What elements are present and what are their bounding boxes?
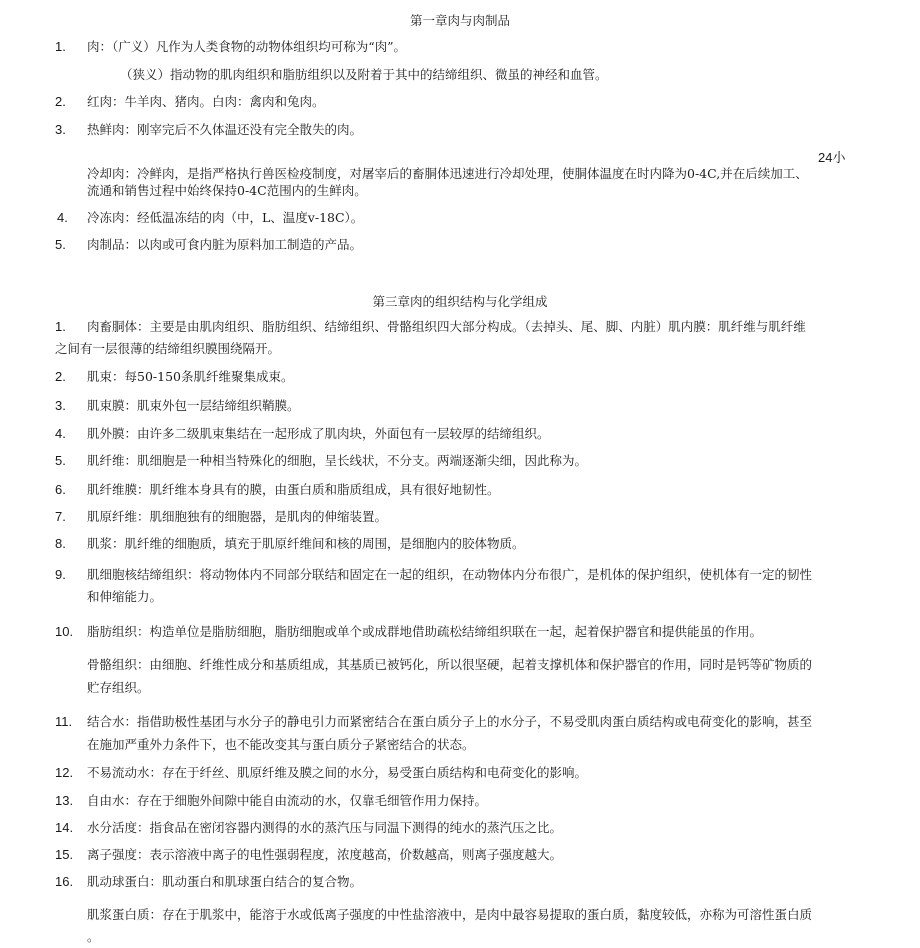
definition-text: 和伸缩能力。 bbox=[87, 589, 163, 604]
definition-text: 肌原纤维：肌细胞独有的细胞器，是肌肉的伸缩装置。 bbox=[87, 509, 388, 524]
item-number: 4. bbox=[55, 426, 66, 441]
item-number: 9. bbox=[55, 567, 66, 582]
definition-text: 水分活度：指食品在密闭容器内测得的水的蒸汽压与同温下测得的纯水的蒸汽压之比。 bbox=[87, 820, 563, 835]
item-number: 3. bbox=[55, 398, 66, 413]
item-number: 2. bbox=[55, 369, 66, 384]
definition-text: 脂肪组织：构造单位是脂肪细胞，脂肪细胞或单个或成群地借助疏松结缔组织联在一起，起着保护器官和提供能虽的作用。 bbox=[87, 624, 763, 639]
item-number: 6. bbox=[55, 482, 66, 497]
chapter-3-title: 第三章肉的组织结构与化学组成 bbox=[372, 294, 548, 309]
item-number: 7. bbox=[55, 509, 66, 524]
overflow-fragment: 24小 bbox=[818, 150, 846, 165]
definition-text: 热鲜肉：刚宰完后不久体温还没有完全散失的肉。 bbox=[87, 122, 363, 137]
item-number: 5. bbox=[55, 453, 66, 468]
item-number: 12. bbox=[55, 765, 74, 780]
item-number: 13. bbox=[55, 793, 74, 808]
definition-text: 离子强度：表示溶液中离子的电性强弱程度，浓度越高，价数越高，则离子强度越大。 bbox=[87, 847, 563, 862]
definition-text: 肌纤维膜：肌纤维本身具有的膜，由蛋白质和脂质组成，具有很好地韧性。 bbox=[87, 482, 500, 497]
definition-text: 冷却肉：冷鲜肉，是指严格执行兽医检疫制度，对屠宰后的畜胴体迅速进行冷却处理，使胴体温度在时内降为0-4C,并在后续加工、 bbox=[87, 166, 808, 181]
item-number: 4. bbox=[57, 210, 68, 225]
definition-text: 不易流动水：存在于纤丝、肌原纤维及膜之间的水分，易受蛋白质结构和电荷变化的影响。 bbox=[87, 765, 588, 780]
item-number: 11. bbox=[55, 714, 73, 729]
definition-text: 肌外膜：由许多二级肌束集结在一起形成了肌肉块，外面包有一层较厚的结缔组织。 bbox=[87, 426, 550, 441]
item-number: 15. bbox=[55, 847, 74, 862]
definition-text: 肉制品：以肉或可食内脏为原料加工制造的产品。 bbox=[87, 237, 363, 252]
item-number: 5. bbox=[55, 237, 66, 252]
item-number: 1. bbox=[55, 39, 66, 54]
definition-text: 肉：（广义）凡作为人类食物的动物体组织均可称为“肉”。 bbox=[87, 39, 407, 54]
item-number: 8. bbox=[55, 536, 66, 551]
definition-text: 结合水：指借助极性基团与水分子的静电引力而紧密结合在蛋白质分子上的水分子，不易受肌肉蛋白质结构或电荷变化的影响，甚至 bbox=[87, 714, 813, 729]
chapter-1-title: 第一章肉与肉制品 bbox=[409, 13, 510, 28]
item-number: 2. bbox=[55, 94, 66, 109]
definition-text: 肉畜胴体：主要是由肌肉组织、脂肪组织、结缔组织、骨骼组织四大部分构成。（去掉头、尾、脚、内脏）肌内膜：肌纤维与肌纤维 bbox=[87, 319, 806, 334]
item-number: 16. bbox=[55, 874, 74, 889]
definition-text: 自由水：存在于细胞外间隙中能自由流动的水，仅靠毛细管作用力保持。 bbox=[87, 793, 488, 808]
definition-text: 。 bbox=[87, 929, 100, 944]
definition-text: 骨骼组织：由细胞、纤维性成分和基质组成，其基质已被钙化，所以很坚硬，起着支撑机体和保护器官的作用，同时是钙等矿物质的 bbox=[87, 657, 813, 672]
item-number: 10. bbox=[55, 624, 74, 639]
definition-text: 肌细胞核结缔组织：将动物体内不同部分联结和固定在一起的组织，在动物体内分布很广，是机体的保护组织，使机体有一定的韧性 bbox=[87, 567, 813, 582]
definition-text: 肌束膜：肌束外包一层结缔组织鞘膜。 bbox=[87, 398, 300, 413]
definition-text: 肌浆蛋白质：存在于肌浆中，能溶于水或低离子强度的中性盐溶液中，是肉中最容易提取的蛋白质，黏度较低，亦称为可溶性蛋白质 bbox=[87, 907, 813, 922]
definition-text: 红肉：牛羊肉、猪肉。白肉：禽肉和兔肉。 bbox=[87, 94, 325, 109]
definition-text: （狭义）指动物的肌肉组织和脂肪组织以及附着于其中的结缔组织、微虽的神经和血管。 bbox=[120, 67, 608, 82]
definition-text: 冷冻肉：经低温冻结的肉（中，L、温度v-18C）。 bbox=[87, 210, 364, 225]
item-number: 14. bbox=[55, 820, 74, 835]
definition-text: 在施加严重外力条件下，也不能改变其与蛋白质分子紧密结合的状态。 bbox=[87, 737, 475, 752]
definition-text: 流通和销售过程中始终保持0-4C范围内的生鲜肉。 bbox=[87, 183, 367, 198]
item-number: 3. bbox=[55, 122, 66, 137]
definition-text: 肌动球蛋白：肌动蛋白和肌球蛋白结合的复合物。 bbox=[87, 874, 363, 889]
item-number: 1. bbox=[55, 319, 66, 334]
definition-text: 肌束：每50-150条肌纤维聚集成束。 bbox=[87, 369, 294, 384]
definition-text: 贮存组织。 bbox=[87, 680, 150, 695]
definition-text: 肌纤维：肌细胞是一种相当特殊化的细胞，呈长线状，不分支。两端逐渐尖细，因此称为。 bbox=[87, 453, 588, 468]
definition-text: 之间有一层很薄的结缔组织膜围绕隔开。 bbox=[55, 341, 281, 356]
definition-text: 肌浆：肌纤维的细胞质，填充于肌原纤维间和核的周围，是细胞内的胶体物质。 bbox=[87, 536, 525, 551]
